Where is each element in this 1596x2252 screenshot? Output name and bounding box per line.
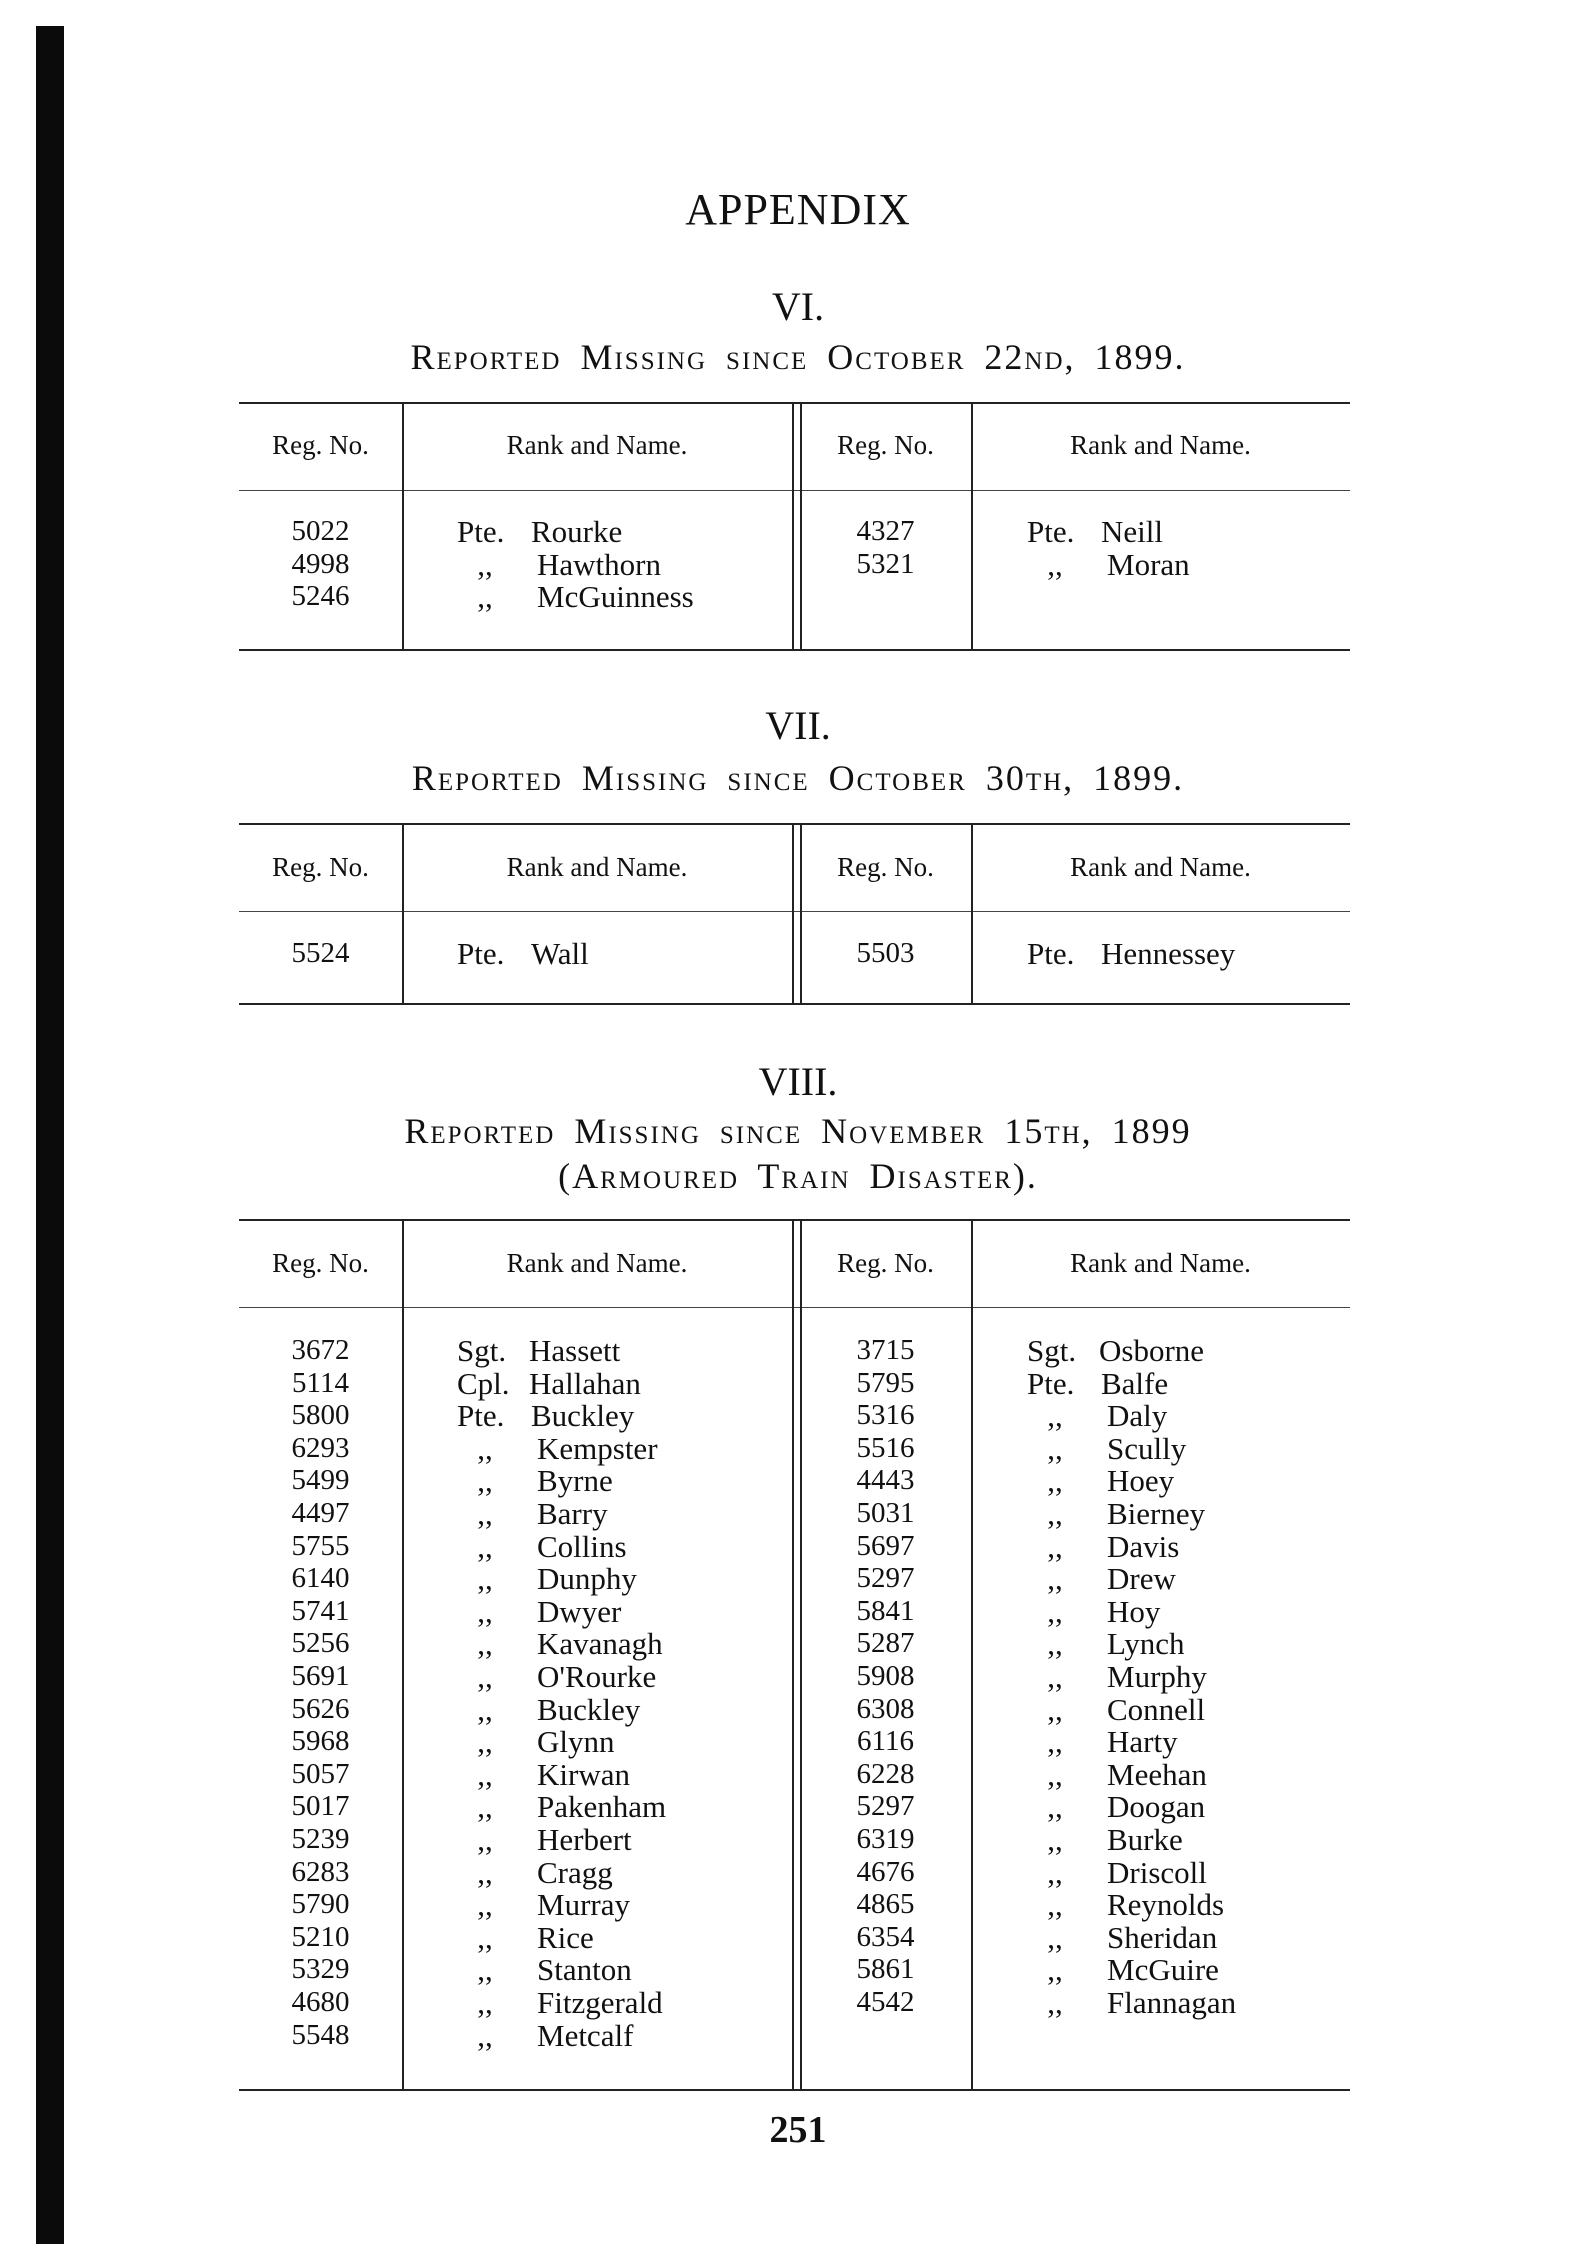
- soldier-name: Wall: [531, 936, 589, 971]
- ditto-mark: ,,: [477, 1528, 493, 1564]
- header-rank-name: Rank and Name.: [506, 430, 688, 460]
- reg-number: 5114: [292, 1366, 349, 1399]
- missing-table: [239, 823, 1350, 1003]
- soldier-name: Scully: [1107, 1430, 1187, 1466]
- table-row: [239, 1758, 1350, 1791]
- soldier-name: Rice: [537, 1919, 594, 1955]
- table-header-rule: [239, 911, 1350, 912]
- header-reg-no: Reg. No.: [837, 1248, 934, 1278]
- ditto-mark: ,,: [477, 1887, 493, 1923]
- ditto-mark: ,,: [1047, 1398, 1063, 1434]
- soldier-name: Hoey: [1107, 1463, 1175, 1499]
- soldier-name: Lynch: [1107, 1626, 1185, 1662]
- reg-number: 4680: [291, 1986, 350, 2018]
- soldier-name: Connell: [1107, 1691, 1206, 1727]
- reg-number: 5548: [291, 2018, 350, 2051]
- soldier-name: Balfe: [1101, 1365, 1169, 1401]
- table-top-rule: [239, 823, 1350, 825]
- reg-number: 4327: [856, 515, 915, 547]
- ditto-mark: ,,: [477, 1789, 493, 1825]
- soldier-name: Metcalf: [537, 2017, 634, 2053]
- reg-number: 6140: [291, 1562, 350, 1595]
- reg-number: 5691: [291, 1660, 350, 1692]
- soldier-name: Moran: [1107, 546, 1190, 582]
- table-row: [239, 1953, 1350, 1986]
- reg-number: 4998: [291, 547, 350, 580]
- reg-number: 5697: [856, 1529, 915, 1562]
- table-row: [239, 1399, 1350, 1432]
- ditto-mark: ,,: [1047, 1887, 1063, 1923]
- soldier-name: Hennessey: [1101, 936, 1236, 971]
- table-bottom-rule: [239, 1003, 1350, 1005]
- ditto-mark: ,,: [477, 1659, 493, 1694]
- table-header-rule: [239, 1307, 1350, 1308]
- reg-number: 3715: [856, 1334, 915, 1366]
- soldier-name: Rourke: [531, 514, 623, 549]
- soldier-name: Buckley: [537, 1691, 641, 1727]
- table-top-rule: [239, 402, 1350, 404]
- header-reg-no: Reg. No.: [272, 852, 369, 882]
- table-row: [239, 1693, 1350, 1726]
- reg-number: 5239: [291, 1823, 350, 1855]
- soldier-name: Kavanagh: [537, 1626, 663, 1662]
- table-row: [239, 1367, 1350, 1400]
- reg-number: 4542: [856, 1986, 915, 2018]
- section-heading: Reported Missing since October 30th, 1899.: [411, 758, 1185, 798]
- table-row: [239, 1497, 1350, 1530]
- reg-number: 5503: [856, 937, 915, 969]
- table-row: [239, 1464, 1350, 1497]
- table-row: [239, 1562, 1350, 1595]
- header-rank-name: Rank and Name.: [506, 1248, 688, 1278]
- table-row: [239, 1823, 1350, 1856]
- reg-number: 6228: [856, 1757, 915, 1790]
- section-numeral: VIII.: [758, 1059, 838, 1104]
- table-row: [239, 515, 1350, 548]
- table-row: [239, 937, 1350, 970]
- header-rank-name: Rank and Name.: [506, 852, 688, 882]
- reg-number: 6319: [856, 1823, 915, 1855]
- reg-number: 5908: [856, 1660, 915, 1692]
- column-divider: [792, 825, 794, 1003]
- soldier-name: Dunphy: [537, 1561, 637, 1597]
- table-row: [239, 1334, 1350, 1367]
- soldier-name: Meehan: [1107, 1756, 1207, 1792]
- reg-number: 5790: [291, 1888, 350, 1921]
- table-row: [239, 1856, 1350, 1889]
- ditto-mark: ,,: [477, 1822, 493, 1857]
- table-row: [239, 1660, 1350, 1693]
- ditto-mark: ,,: [1047, 1789, 1063, 1825]
- soldier-name: McGuinness: [537, 579, 694, 615]
- ditto-mark: ,,: [477, 1724, 493, 1760]
- table-row: [239, 548, 1350, 581]
- table-row: [239, 1888, 1350, 1921]
- reg-number: 5329: [291, 1953, 350, 1986]
- soldier-name: Doogan: [1107, 1789, 1206, 1825]
- ditto-mark: ,,: [1047, 1691, 1063, 1727]
- reg-number: 5287: [856, 1627, 915, 1660]
- soldier-name: Fitzgerald: [537, 1985, 663, 2020]
- table-row: [239, 1790, 1350, 1823]
- table-row: [239, 580, 1350, 613]
- soldier-name: Hallahan: [529, 1365, 641, 1401]
- soldier-name: Stanton: [537, 1952, 632, 1988]
- rank: Pte.: [457, 514, 505, 549]
- ditto-mark: ,,: [477, 1919, 493, 1955]
- ditto-mark: ,,: [477, 1496, 493, 1531]
- table-row: [239, 1725, 1350, 1758]
- ditto-mark: ,,: [1047, 546, 1063, 582]
- table-row: [239, 1921, 1350, 1954]
- table-top-rule: [239, 1219, 1350, 1221]
- soldier-name: Hawthorn: [537, 546, 661, 582]
- reg-number: 5516: [856, 1431, 915, 1464]
- rank: Sgt.: [457, 1333, 507, 1368]
- ditto-mark: ,,: [1047, 1854, 1063, 1890]
- reg-number: 5031: [856, 1497, 915, 1529]
- ditto-mark: ,,: [1047, 1593, 1063, 1629]
- header-rank-name: Rank and Name.: [1070, 852, 1251, 882]
- soldier-name: Hassett: [529, 1333, 621, 1368]
- header-reg-no: Reg. No.: [837, 852, 934, 882]
- soldier-name: Barry: [537, 1496, 608, 1531]
- reg-number: 5057: [291, 1757, 350, 1790]
- table-bottom-rule: [239, 649, 1350, 651]
- section-numeral: VI.: [771, 284, 825, 329]
- table-row: [239, 1986, 1350, 2019]
- reg-number: 5800: [291, 1399, 350, 1432]
- soldier-name: Hoy: [1107, 1593, 1161, 1629]
- missing-table: [239, 1219, 1350, 2089]
- soldier-name: Cragg: [537, 1854, 613, 1890]
- table-row: [239, 2019, 1350, 2052]
- page-number: 251: [769, 2109, 827, 2151]
- ditto-mark: ,,: [477, 1561, 493, 1597]
- soldier-name: O'Rourke: [537, 1659, 657, 1694]
- soldier-name: Osborne: [1099, 1333, 1205, 1368]
- soldier-name: Collins: [537, 1528, 627, 1564]
- reg-number: 5755: [291, 1529, 350, 1562]
- soldier-name: Dwyer: [537, 1593, 622, 1629]
- reg-number: 5210: [291, 1920, 350, 1953]
- soldier-name: Harty: [1107, 1724, 1178, 1760]
- ditto-mark: ,,: [1047, 1528, 1063, 1564]
- reg-number: 5795: [856, 1366, 915, 1399]
- header-rank-name: Rank and Name.: [1070, 1248, 1251, 1278]
- soldier-name: Kirwan: [537, 1756, 630, 1792]
- reg-number: 5626: [291, 1692, 350, 1725]
- ditto-mark: ,,: [477, 579, 493, 615]
- ditto-mark: ,,: [1047, 1985, 1063, 2020]
- reg-number: 5017: [291, 1790, 350, 1823]
- header-reg-no: Reg. No.: [272, 430, 369, 460]
- ditto-mark: ,,: [477, 1463, 493, 1499]
- rank: Pte.: [1027, 936, 1075, 971]
- ditto-mark: ,,: [477, 546, 493, 582]
- section-heading: Reported Missing since October 22nd, 1899.: [410, 337, 1186, 377]
- section-heading: Reported Missing since November 15th, 1899: [404, 1111, 1192, 1151]
- soldier-name: Davis: [1107, 1528, 1180, 1564]
- reg-number: 5524: [291, 937, 350, 969]
- reg-number: 6283: [291, 1855, 350, 1888]
- soldier-name: Flannagan: [1107, 1985, 1237, 2020]
- rank: Pte.: [1027, 514, 1075, 549]
- rank: Sgt.: [1027, 1333, 1077, 1368]
- reg-number: 5022: [291, 515, 350, 547]
- table-row: [239, 1595, 1350, 1628]
- soldier-name: Drew: [1107, 1561, 1176, 1597]
- soldier-name: Byrne: [537, 1463, 613, 1499]
- ditto-mark: ,,: [477, 1626, 493, 1662]
- soldier-name: Pakenham: [537, 1789, 667, 1825]
- header-reg-no: Reg. No.: [837, 430, 934, 460]
- reg-number: 5321: [856, 547, 915, 580]
- ditto-mark: ,,: [477, 1691, 493, 1727]
- soldier-name: Sheridan: [1107, 1919, 1218, 1955]
- table-row: [239, 1530, 1350, 1563]
- ditto-mark: ,,: [1047, 1463, 1063, 1499]
- soldier-name: Neill: [1101, 514, 1163, 549]
- soldier-name: Murphy: [1107, 1659, 1207, 1694]
- reg-number: 6354: [856, 1920, 915, 1953]
- reg-number: 5316: [856, 1399, 915, 1432]
- reg-number: 6308: [856, 1692, 915, 1725]
- rank: Pte.: [457, 1398, 505, 1434]
- ditto-mark: ,,: [477, 1854, 493, 1890]
- reg-number: 5256: [291, 1627, 350, 1660]
- section-subheading: (Armoured Train Disaster).: [558, 1156, 1038, 1196]
- ditto-mark: ,,: [1047, 1496, 1063, 1531]
- reg-number: 4497: [291, 1497, 350, 1529]
- soldier-name: Kempster: [537, 1430, 658, 1466]
- rank: Pte.: [1027, 1365, 1075, 1401]
- reg-number: 6116: [857, 1725, 914, 1758]
- reg-number: 5499: [291, 1464, 350, 1497]
- ditto-mark: ,,: [477, 1756, 493, 1792]
- header-rank-name: Rank and Name.: [1070, 430, 1251, 460]
- ditto-mark: ,,: [1047, 1952, 1063, 1988]
- ditto-mark: ,,: [1047, 1756, 1063, 1792]
- soldier-name: McGuire: [1107, 1952, 1219, 1988]
- reg-number: 5297: [856, 1562, 915, 1595]
- ditto-mark: ,,: [1047, 1561, 1063, 1597]
- soldier-name: Glynn: [537, 1724, 615, 1760]
- reg-number: 5968: [291, 1725, 350, 1758]
- ditto-mark: ,,: [1047, 1919, 1063, 1955]
- soldier-name: Burke: [1107, 1822, 1183, 1857]
- reg-number: 5861: [856, 1953, 915, 1986]
- reg-number: 6293: [291, 1431, 350, 1464]
- ditto-mark: ,,: [1047, 1659, 1063, 1694]
- soldier-name: Buckley: [531, 1398, 635, 1434]
- ditto-mark: ,,: [477, 1952, 493, 1988]
- ditto-mark: ,,: [1047, 1430, 1063, 1466]
- reg-number: 5297: [856, 1790, 915, 1823]
- reg-number: 5741: [291, 1594, 350, 1627]
- table-bottom-rule: [239, 2089, 1350, 2091]
- section-numeral: VII.: [765, 703, 831, 748]
- reg-number: 3672: [291, 1334, 350, 1366]
- table-row: [239, 1627, 1350, 1660]
- rank: Cpl.: [457, 1365, 510, 1401]
- reg-number: 5246: [291, 580, 350, 613]
- ditto-mark: ,,: [477, 2017, 493, 2053]
- table-row: [239, 1432, 1350, 1465]
- reg-number: 4865: [856, 1888, 915, 1921]
- page-title: APPENDIX: [685, 185, 911, 234]
- ditto-mark: ,,: [477, 1985, 493, 2020]
- soldier-name: Reynolds: [1107, 1887, 1225, 1923]
- soldier-name: Driscoll: [1107, 1854, 1207, 1890]
- ditto-mark: ,,: [477, 1430, 493, 1466]
- rank: Pte.: [457, 936, 505, 971]
- soldier-name: Daly: [1107, 1398, 1168, 1434]
- reg-number: 4676: [856, 1855, 915, 1888]
- reg-number: 5841: [856, 1594, 915, 1627]
- ditto-mark: ,,: [477, 1593, 493, 1629]
- missing-table: [239, 402, 1350, 649]
- header-reg-no: Reg. No.: [272, 1248, 369, 1278]
- ditto-mark: ,,: [1047, 1822, 1063, 1857]
- ditto-mark: ,,: [1047, 1626, 1063, 1662]
- ditto-mark: ,,: [1047, 1724, 1063, 1760]
- soldier-name: Murray: [537, 1887, 630, 1923]
- soldier-name: Herbert: [537, 1822, 632, 1857]
- table-header-rule: [239, 490, 1350, 491]
- reg-number: 4443: [856, 1464, 915, 1497]
- soldier-name: Bierney: [1107, 1496, 1206, 1531]
